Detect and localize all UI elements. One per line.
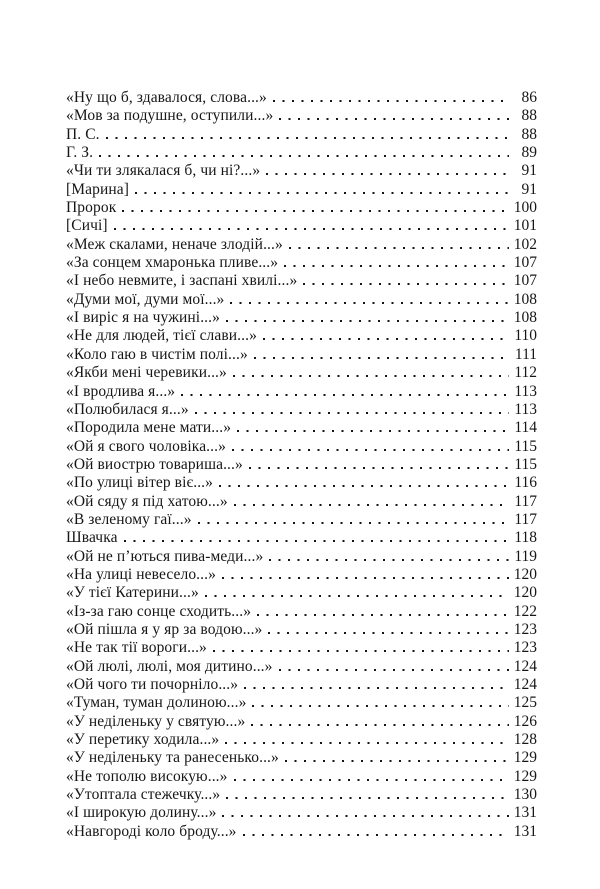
toc-row [66,236,537,254]
toc-entry-page-number: 112 [514,364,537,382]
toc-row [66,639,537,657]
dot-leader [268,632,509,634]
dot-leader [135,192,509,194]
dot-leader [226,797,509,799]
toc-entry-title: Г. З. [66,144,94,162]
toc-row [66,474,537,492]
toc-entry-title: «Думи мої, думи мої...» [66,290,225,308]
toc-entry-page-number: 128 [513,731,537,749]
toc-row [66,107,537,125]
toc-row [66,786,537,804]
toc-entry-page-number: 89 [521,144,537,162]
dot-leader [284,265,509,267]
toc-entry-page-number: 115 [514,437,537,455]
toc-entry-title: Швачка [66,529,118,547]
toc-row [66,217,537,235]
toc-entry-page-number: 117 [514,510,537,528]
toc-row [66,419,537,437]
toc-entry-title: «Не так тії вороги...» [66,639,207,657]
toc-row [66,694,537,712]
toc-row [66,199,537,217]
toc-entry-title: «У неділеньку та ранесенько...» [66,749,279,767]
toc-row [66,456,537,474]
toc-row [66,272,537,290]
toc-entry-page-number: 125 [513,694,537,712]
toc-row [66,768,537,786]
toc-entry-page-number: 116 [514,474,537,492]
dot-leader [243,834,509,836]
toc-entry-page-number: 122 [513,602,537,620]
toc-row [66,529,537,547]
toc-row [66,493,537,511]
dot-leader [122,210,509,212]
toc-row [66,731,537,749]
toc-entry-title: «Ой не п’ються пива-меди...» [66,547,264,565]
dot-leader [99,155,509,157]
toc-entry-title: «І виріс я на чужині...» [66,309,220,327]
dot-leader [124,540,509,542]
toc-entry-page-number: 120 [513,584,537,602]
toc-row [66,603,537,621]
toc-entry-page-number: 91 [521,180,537,198]
dot-leader [222,577,509,579]
toc-entry-page-number: 114 [514,419,537,437]
toc-entry-page-number: 102 [513,235,537,253]
dot-leader [254,357,509,359]
toc-entry-title: «Навгороді коло броду...» [66,822,237,840]
toc-row [66,676,537,694]
toc-entry-title: «Туман, туман долиною...» [66,694,247,712]
toc-row [66,713,537,731]
toc-entry-page-number: 91 [521,162,537,180]
dot-leader [233,375,509,377]
toc-list [66,89,537,841]
dot-leader [266,173,509,175]
toc-entry-title: «Утоптала стежечку...» [66,786,221,804]
toc-entry-title: «Якби мені черевики...» [66,364,227,382]
dot-leader [213,650,509,652]
toc-row [66,162,537,180]
toc-entry-page-number: 108 [513,290,537,308]
dot-leader [230,302,509,304]
toc-entry-title: «Полюбилася я...» [66,400,189,418]
dot-leader [198,522,509,524]
dot-leader [106,137,509,139]
toc-entry-title: «Коло гаю в чистім полі...» [66,345,248,363]
toc-entry-title: «Ой я свого чоловіка...» [66,437,226,455]
dot-leader [195,412,509,414]
toc-entry-page-number: 124 [513,657,537,675]
dot-leader [289,247,509,249]
toc-entry-page-number: 129 [513,749,537,767]
toc-entry-page-number: 131 [513,804,537,822]
toc-entry-page-number: 100 [513,199,537,217]
toc-entry-title: «Не тополю високую...» [66,767,228,785]
toc-entry-page-number: 88 [521,125,537,143]
toc-entry-title: [Сичі] [66,217,108,235]
toc-row [66,566,537,584]
toc-entry-page-number: 126 [513,712,537,730]
toc-row [66,548,537,566]
dot-leader [244,687,509,689]
dot-leader [273,100,509,102]
toc-entry-title: «По улиці вітер віє...» [66,474,213,492]
toc-entry-title: «Ой пішла я у яр за водою...» [66,620,263,638]
toc-entry-page-number: 117 [514,492,537,510]
toc-entry-title: «Породила мене мати...» [66,419,232,437]
toc-entry-title: «У тієї Катерини...» [66,584,199,602]
dot-leader [232,449,509,451]
toc-entry-page-number: 120 [513,565,537,583]
toc-entry-title: П. С. [66,125,100,143]
dot-leader [234,779,509,781]
toc-row [66,658,537,676]
toc-row [66,749,537,767]
toc-row [66,126,537,144]
dot-leader [237,430,509,432]
dot-leader [222,815,509,817]
toc-entry-page-number: 86 [521,89,537,106]
dot-leader [252,705,509,707]
toc-row [66,438,537,456]
toc-entry-title: «Меж скалами, неначе злодій...» [66,235,283,253]
toc-entry-title: «І небо невмите, і заспані хвилі...» [66,272,298,290]
toc-row [66,823,537,841]
toc-row [66,346,537,364]
toc-row [66,804,537,822]
toc-entry-page-number: 129 [513,767,537,785]
dot-leader [263,338,509,340]
dot-leader [219,485,509,487]
toc-entry-title: «Із-за гаю сонце сходить...» [66,602,252,620]
toc-entry-title: «Ну що б, здавалося, слова...» [66,89,267,106]
dot-leader [285,760,509,762]
dot-leader [279,669,510,671]
dot-leader [205,595,509,597]
toc-entry-page-number: 110 [514,327,537,345]
toc-entry-page-number: 124 [513,676,537,693]
toc-entry-title: «У неділеньку у святую...» [66,712,246,730]
toc-entry-title: «Чи ти злякалася б, чи ні?...» [66,162,261,180]
toc-entry-page-number: 111 [514,345,537,363]
toc-entry-title: «Ой сяду я під хатою...» [66,492,228,510]
dot-leader [249,467,509,469]
toc-row [66,383,537,401]
toc-entry-title: «Ой люлі, люлі, моя дитино...» [66,657,273,675]
toc-row [66,401,537,419]
toc-row [66,511,537,529]
toc-entry-title: «В зеленому гаї...» [66,510,192,528]
toc-entry-page-number: 119 [514,547,537,565]
toc-row [66,144,537,162]
toc-entry-title: «Ой чого ти почорніло...» [66,676,239,693]
toc-entry-title: «На улиці невесело...» [66,565,216,583]
toc-entry-page-number: 131 [513,822,537,840]
toc-entry-page-number: 113 [514,382,537,400]
dot-leader [114,228,509,230]
toc-entry-page-number: 101 [513,217,537,235]
toc-row [66,327,537,345]
toc-entry-title: «У перетику ходила...» [66,731,220,749]
toc-entry-page-number: 115 [514,455,537,473]
toc-entry-page-number: 108 [513,309,537,327]
toc-entry-page-number: 118 [514,529,537,547]
dot-leader [303,283,509,285]
toc-entry-page-number: 107 [513,272,537,290]
toc-row [66,364,537,382]
toc-entry-title: «І вродлива я...» [66,382,176,400]
dot-leader [181,394,509,396]
toc-entry-page-number: 123 [513,639,537,657]
toc-entry-title: «За сонцем хмаронька пливе...» [66,254,279,272]
toc-entry-page-number: 123 [513,620,537,638]
toc-row [66,621,537,639]
dot-leader [225,742,509,744]
dot-leader [279,118,509,120]
toc-entry-title: «І широкую долину...» [66,804,217,822]
toc-row [66,309,537,327]
dot-leader [226,320,509,322]
dot-leader [269,559,509,561]
dot-leader [257,614,509,616]
toc-entry-title: [Марина] [66,180,130,198]
toc-row [66,181,537,199]
toc-entry-page-number: 130 [513,786,537,804]
toc-entry-title: Пророк [66,199,117,217]
toc-row [66,584,537,602]
dot-leader [234,504,509,506]
toc-entry-title: «Ой виострю товариша...» [66,455,243,473]
toc-entry-title: «Не для людей, тієї слави...» [66,327,257,345]
toc-entry-page-number: 88 [521,107,537,125]
toc-entry-page-number: 107 [513,254,537,272]
toc-entry-page-number: 113 [514,400,537,418]
toc-row [66,89,537,107]
toc-row [66,291,537,309]
dot-leader [251,724,509,726]
toc-row [66,254,537,272]
toc-entry-title: «Мов за подушне, оступили...» [66,107,274,125]
